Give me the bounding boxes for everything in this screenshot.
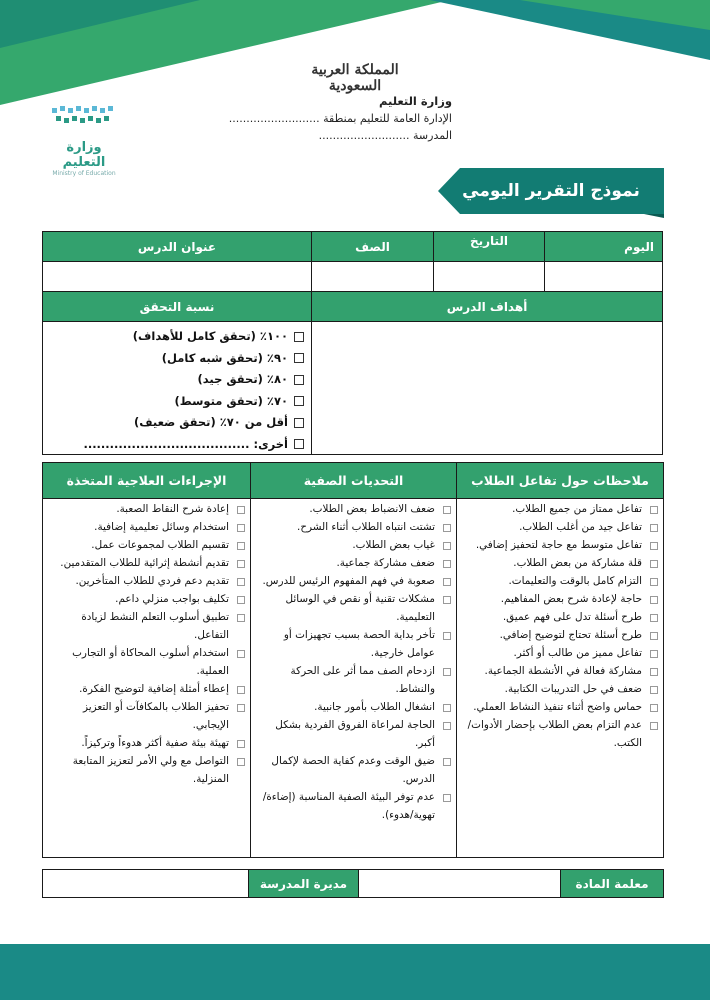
checkbox-icon[interactable] (237, 740, 245, 748)
list-item[interactable]: تفاعل مميز من طالب أو أكثر. (462, 644, 658, 662)
date-header: التاريخ (433, 231, 545, 262)
directorate-line: الإدارة العامة للتعليم بمنطقة .......................... (228, 112, 452, 125)
checkbox-icon[interactable] (237, 686, 245, 694)
list-item[interactable]: تكليف بواجب منزلي داعم. (48, 590, 245, 608)
list-item[interactable]: تفاعل جيد من أغلب الطلاب. (462, 518, 658, 536)
list-item[interactable]: حاجة لإعادة شرح بعض المفاهيم. (462, 590, 658, 608)
achievement-header: نسبة التحقق (42, 291, 312, 322)
objectives-field[interactable] (311, 321, 663, 455)
list-item[interactable]: الحاجة لمراعاة الفروق الفردية بشكل أكبر. (256, 716, 451, 752)
list-item[interactable]: استخدام أسلوب المحاكاة أو التجارب العملية. (48, 644, 245, 680)
checkbox-icon[interactable] (237, 542, 245, 550)
checkbox-icon[interactable] (650, 506, 658, 514)
checkbox-icon[interactable] (237, 560, 245, 568)
checkbox-icon[interactable] (650, 632, 658, 640)
checkbox-icon[interactable] (650, 668, 658, 676)
checkbox-icon[interactable] (237, 650, 245, 658)
challenges-list (256, 500, 451, 824)
notes-header: ملاحظات حول تفاعل الطلاب (456, 462, 664, 499)
list-item[interactable]: انشغال الطلاب بأمور جانبية. (256, 698, 451, 716)
day-header: اليوم (544, 231, 663, 262)
page-title: نموذج التقرير اليومي (462, 181, 640, 201)
list-item[interactable]: عدم التزام بعض الطلاب بإحضار الأدوات/الكتب. (462, 716, 658, 752)
checkbox-icon[interactable] (294, 439, 304, 449)
list-item[interactable]: إعادة شرح النقاط الصعبة. (48, 500, 245, 518)
checkbox-icon[interactable] (650, 542, 658, 550)
teacher-signature-field[interactable] (358, 869, 561, 898)
ministry-logo-mark (44, 104, 124, 136)
list-item[interactable]: صعوبة في فهم المفهوم الرئيس للدرس. (256, 572, 451, 590)
list-item[interactable]: غياب بعض الطلاب. (256, 536, 451, 554)
list-item[interactable]: مشكلات تقنية أو نقص في الوسائل التعليمية. (256, 590, 451, 626)
list-item[interactable]: التواصل مع ولي الأمر لتعزيز المتابعة المنزلية. (48, 752, 245, 788)
notes-list (462, 500, 658, 752)
checkbox-icon[interactable] (443, 506, 451, 514)
list-item[interactable]: ضعف الانضباط بعض الطلاب. (256, 500, 451, 518)
checkbox-icon[interactable] (650, 686, 658, 694)
lesson-title-field[interactable] (42, 261, 312, 292)
lesson-title-header: عنوان الدرس (42, 231, 312, 262)
checkbox-icon[interactable] (650, 578, 658, 586)
achievement-option[interactable]: أخرى: ...................................... (83, 434, 304, 456)
list-item[interactable]: تقديم أنشطة إثرائية للطلاب المتقدمين. (48, 554, 245, 572)
list-item[interactable]: ضعف في حل التدريبات الكتابية. (462, 680, 658, 698)
ministry-name: وزارة التعليم (379, 94, 452, 108)
checkbox-icon[interactable] (650, 704, 658, 712)
checkbox-icon[interactable] (650, 650, 658, 658)
achievement-option[interactable]: ٨٠٪ (تحقق جيد) (83, 369, 304, 391)
checkbox-icon[interactable] (443, 560, 451, 568)
principal-label: مديرة المدرسة (248, 869, 359, 898)
checkbox-icon[interactable] (650, 614, 658, 622)
achievement-option[interactable]: ١٠٠٪ (تحقق كامل للأهداف) (83, 326, 304, 348)
list-item[interactable]: تفاعل متوسط مع حاجة لتحفيز إضافي. (462, 536, 658, 554)
checkbox-icon[interactable] (443, 578, 451, 586)
ministry-logo (44, 104, 124, 177)
checkbox-icon[interactable] (294, 375, 304, 385)
list-item[interactable]: تفاعل ممتاز من جميع الطلاب. (462, 500, 658, 518)
objectives-header: أهداف الدرس (311, 291, 663, 322)
list-item[interactable]: تقديم دعم فردي للطلاب المتأخرين. (48, 572, 245, 590)
school-line: المدرسة .......................... (318, 129, 452, 142)
teacher-label: معلمة المادة (560, 869, 664, 898)
checkbox-icon[interactable] (443, 758, 451, 766)
list-item[interactable]: تأخر بداية الحصة بسبب تجهيزات أو عوامل خارجية. (256, 626, 451, 662)
checkbox-icon[interactable] (294, 353, 304, 363)
achievement-option[interactable]: أقل من ٧٠٪ (تحقق ضعيف) (83, 412, 304, 434)
list-item[interactable]: حماس واضح أثناء تنفيذ النشاط العملي. (462, 698, 658, 716)
list-item[interactable]: طرح أسئلة تدل على فهم عميق. (462, 608, 658, 626)
checkbox-icon[interactable] (443, 524, 451, 532)
checkbox-icon[interactable] (237, 704, 245, 712)
achievement-option[interactable]: ٧٠٪ (تحقق متوسط) (83, 391, 304, 413)
checkbox-icon[interactable] (443, 722, 451, 730)
logo-arabic-text: وزارة التعليم (62, 140, 106, 170)
achievement-option[interactable]: ٩٠٪ (تحقق شبه كامل) (83, 348, 304, 370)
checkbox-icon[interactable] (650, 722, 658, 730)
list-item[interactable]: تحفيز الطلاب بالمكافآت أو التعزيز الإيجابي. (48, 698, 245, 734)
checkbox-icon[interactable] (443, 632, 451, 640)
checkbox-icon[interactable] (443, 668, 451, 676)
checkbox-icon[interactable] (443, 794, 451, 802)
class-header: الصف (311, 231, 434, 262)
challenges-header: التحديات الصفية (250, 462, 457, 499)
checkbox-icon[interactable] (650, 560, 658, 568)
checkbox-icon[interactable] (294, 418, 304, 428)
checkbox-icon[interactable] (650, 596, 658, 604)
list-item[interactable]: طرح أسئلة تحتاج لتوضيح إضافي. (462, 626, 658, 644)
list-item[interactable]: ضيق الوقت وعدم كفاية الحصة لإكمال الدرس. (256, 752, 451, 788)
list-item[interactable]: التزام كامل بالوقت والتعليمات. (462, 572, 658, 590)
checkbox-icon[interactable] (237, 614, 245, 622)
checkbox-icon[interactable] (294, 332, 304, 342)
checkbox-icon[interactable] (294, 396, 304, 406)
actions-list (48, 500, 245, 788)
checkbox-icon[interactable] (237, 524, 245, 532)
checkbox-icon[interactable] (443, 704, 451, 712)
list-item[interactable]: تهيئة بيئة صفية أكثر هدوءاً وتركيزاً. (48, 734, 245, 752)
principal-signature-field[interactable] (42, 869, 249, 898)
list-item[interactable]: ازدحام الصف مما أثر على الحركة والنشاط. (256, 662, 451, 698)
footer-band (0, 944, 710, 1000)
date-field[interactable] (433, 261, 545, 292)
list-item[interactable]: إعطاء أمثلة إضافية لتوضيح الفكرة. (48, 680, 245, 698)
list-item[interactable]: تطبيق أسلوب التعلم النشط لزيادة التفاعل. (48, 608, 245, 644)
kingdom-title: المملكة العربية السعودية (311, 62, 399, 94)
list-item[interactable]: ضعف مشاركة جماعية. (256, 554, 451, 572)
checkbox-icon[interactable] (443, 596, 451, 604)
actions-header: الإجراءات العلاجية المتخذة (42, 462, 251, 499)
checkbox-icon[interactable] (650, 524, 658, 532)
list-item[interactable]: مشاركة فعالة في الأنشطة الجماعية. (462, 662, 658, 680)
list-item[interactable]: عدم توفر البيئة الصفية المناسبة (إضاءة/تهوية/هدوء). (256, 788, 451, 824)
list-item[interactable]: تقسيم الطلاب لمجموعات عمل. (48, 536, 245, 554)
checkbox-icon[interactable] (443, 542, 451, 550)
checkbox-icon[interactable] (237, 596, 245, 604)
list-item[interactable]: قلة مشاركة من بعض الطلاب. (462, 554, 658, 572)
checkbox-icon[interactable] (237, 506, 245, 514)
logo-english-text: Ministry of Education (52, 170, 116, 177)
day-field[interactable] (544, 261, 663, 292)
list-item[interactable]: استخدام وسائل تعليمية إضافية. (48, 518, 245, 536)
class-field[interactable] (311, 261, 434, 292)
checkbox-icon[interactable] (237, 578, 245, 586)
checkbox-icon[interactable] (237, 758, 245, 766)
achievement-options (83, 326, 304, 455)
list-item[interactable]: تشتت انتباه الطلاب أثناء الشرح. (256, 518, 451, 536)
